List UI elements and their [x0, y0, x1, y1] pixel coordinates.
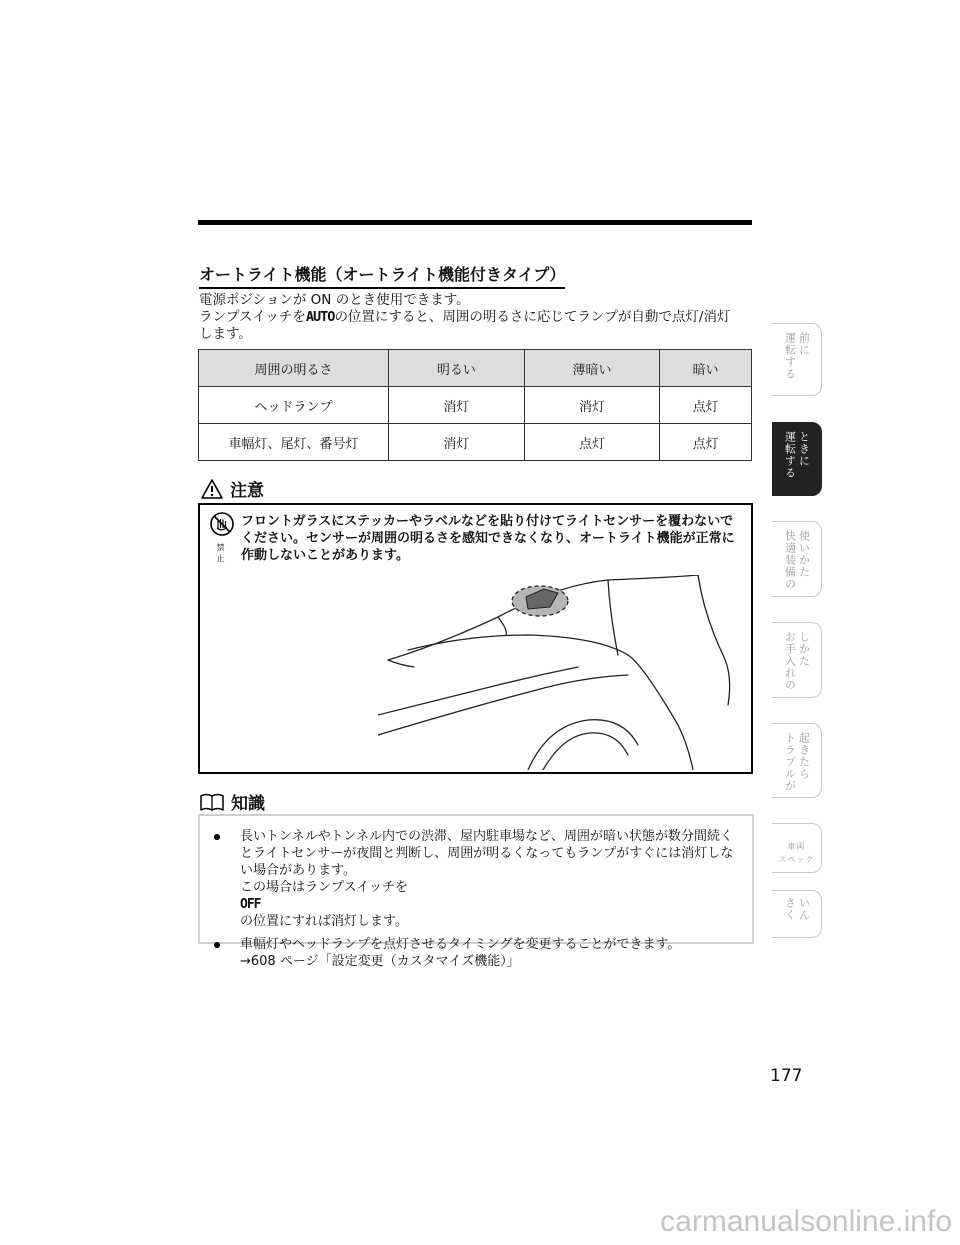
table-cell: 消灯	[524, 387, 660, 424]
knowledge-list	[200, 816, 752, 970]
intro-line-1: 電源ポジションが ON のとき使用できます。	[199, 292, 470, 308]
knowledge-item-1-text: 長いトンネルやトンネル内での渋滞、屋内駐車場など、周囲が暗い状態が数分間続くとライトセンサーが夜間と判断し、周囲が明るくなってもランプがすぐには消灯しない場合があります。	[240, 829, 734, 878]
knowledge-heading	[199, 789, 265, 814]
caution-title: 注意	[230, 481, 264, 501]
warning-triangle-icon	[200, 478, 224, 500]
table-cell: 消灯	[389, 424, 525, 461]
table-header-row	[199, 350, 752, 387]
prohibit-label: 禁 止	[216, 543, 228, 563]
intro-line-2: ランプスイッチをAUTOの位置にすると、周囲の明るさに応じてランプが自動で点灯/消灯	[199, 309, 731, 325]
knowledge-box	[198, 814, 754, 969]
chapter-tab-before-driving[interactable]: 運転する 前に	[772, 323, 822, 396]
intro-text	[199, 292, 754, 343]
table-cell: 点灯	[660, 387, 752, 424]
footer-watermark: carmanualsonline.info	[660, 1205, 952, 1238]
table-cell: 点灯	[660, 424, 752, 461]
top-rule	[198, 220, 752, 225]
prohibited-hand-icon	[209, 511, 235, 537]
prohibit-mark	[209, 511, 235, 564]
knowledge-item-2-text: 車幅灯やヘッドランプを点灯させるタイミングを変更することができます。	[240, 937, 681, 952]
auto-switch-label: AUTO	[305, 309, 335, 325]
chapter-tab-maintenance[interactable]: お手入れの しかた	[772, 622, 822, 698]
chapter-tab-while-driving[interactable]: 運転する ときに	[772, 422, 822, 496]
list-item	[200, 936, 752, 970]
knowledge-item-1-note: この場合はランプスイッチを OFF の位置にすれば消灯します。	[240, 879, 744, 930]
chapter-tab-comfort-features[interactable]: 快適装備の 使いかた	[772, 521, 822, 597]
caution-box	[198, 503, 753, 774]
table-header: 明るい	[389, 350, 525, 387]
table-header: 暗い	[660, 350, 752, 387]
lamp-table	[198, 349, 752, 461]
windshield-sensor-illustration	[378, 575, 753, 770]
page-number: 177	[770, 1066, 803, 1086]
table-row	[199, 387, 752, 424]
book-icon	[199, 791, 225, 813]
chapter-tab-index[interactable]: さく いん	[772, 890, 822, 938]
table-header: 薄暗い	[524, 350, 660, 387]
table-cell: 消灯	[389, 387, 525, 424]
list-item	[200, 828, 752, 930]
caution-heading	[200, 476, 264, 501]
caution-text: フロントガラスにステッカーやラベルなどを貼り付けてライトセンサーを覆わないでください。センサーが周囲の明るさを感知できなくなり、オートライト機能が正常に作動しないことがあります。	[241, 514, 735, 563]
table-header: 周囲の明るさ	[199, 350, 389, 387]
knowledge-title: 知識	[231, 794, 265, 814]
chapter-tab-specifications[interactable]: 車両 スペック	[772, 823, 822, 873]
off-switch-label: OFF	[240, 897, 261, 912]
chapter-tab-troubleshooting[interactable]: トラブルが 起きたら	[772, 723, 822, 798]
table-cell: ヘッドランプ	[199, 387, 389, 424]
section-title: オートライト機能（オートライト機能付きタイプ）	[199, 262, 565, 289]
page-reference-link[interactable]: →608 ページ「設定変更（カスタマイズ機能）」	[240, 954, 520, 969]
table-row	[199, 424, 752, 461]
intro-line-3: します。	[199, 326, 252, 342]
table-cell: 点灯	[524, 424, 660, 461]
table-cell: 車幅灯、尾灯、番号灯	[199, 424, 389, 461]
